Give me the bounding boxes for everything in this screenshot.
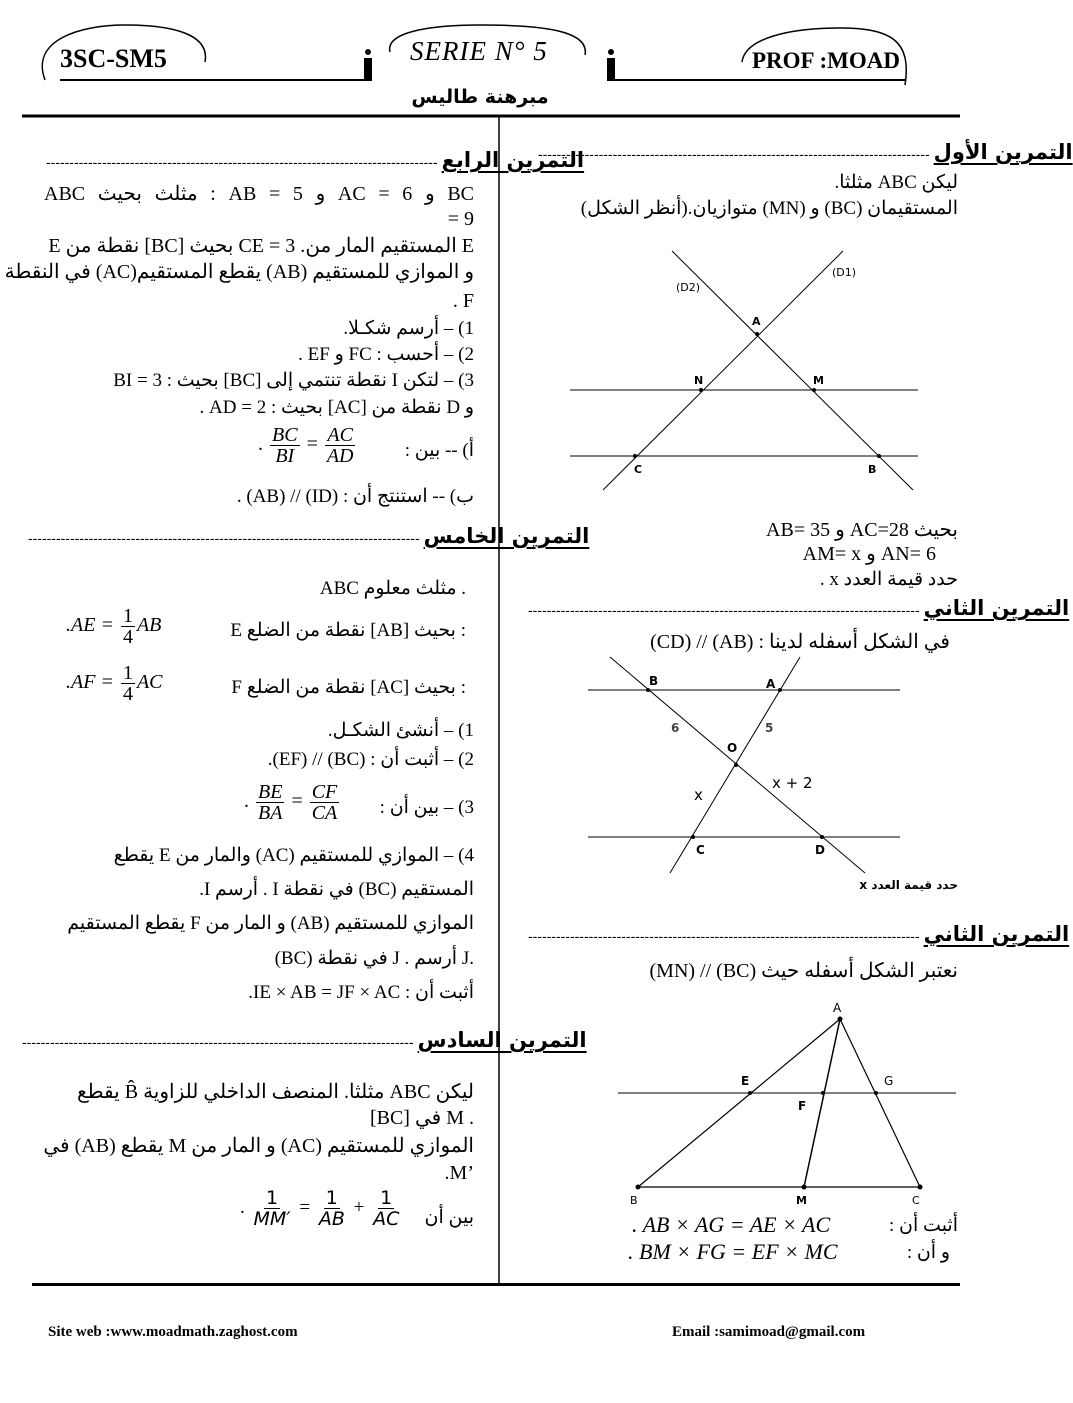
title-dashes: ------------------------------------------------------------------------------------ [46,154,438,170]
label-C: C [696,843,705,857]
exercise4-part-a-label: أ) -- بين : [404,440,474,461]
label-A: A [752,315,761,328]
exercise4-line: E نقطة من [BC] بحيث CE = 3 .المستقيم المار من E [48,235,474,257]
label-five: 5 [765,721,774,735]
exercise5-q4-line: 4) – الموازي للمستقيم (AC) والمار من E يقطع [113,845,474,866]
exercise4-line: ABC مثلث بحيث : AB = 5 و AC = 6 و BC [44,183,475,205]
exercise4-title: التمرين الرابع [441,148,585,172]
exercise3-intro: نعتبر الشكل أسفله حيث (BC) // (MN) [649,960,958,982]
label-B: B [649,674,659,688]
title-dashes: ------------------------------------------------------------------------------------ [528,602,920,618]
exercise1 [538,140,1073,164]
exercise3-prove1-expr: . AB × AG = AE × AC [632,1212,831,1237]
exercise5-q4-line: الموازي للمستقيم (AB) و المار من F يقطع المستقيم [67,913,474,934]
footer-site-link[interactable]: Site web :www.moadmath.zaghost.com [48,1324,298,1340]
exercise5-q4-line: (BC) في نقطة J . أرسم J. [274,948,474,969]
class-label: 3SC-SM5 [60,44,167,73]
fraction: $\frac{CF}{CA}$ [311,781,338,824]
exercise4-part-b: ب) -- استنتج أن : (ID) // (AB) . [236,486,474,507]
exercise3-prove2-label: و أن : [906,1242,950,1263]
exercise1-figure [540,245,960,505]
exercise5-q3-expr: . $\frac{BE}{BA}$ = $\frac{CF}{CA}$ [244,781,338,824]
label-N: N [694,374,704,387]
label-O: O [727,741,738,755]
label-D1: (D1) [832,266,857,279]
fraction: $\frac{BC}{BI}$ [272,424,298,467]
title-dashes: ------------------------------------------------------------------------------------ [528,928,920,944]
exercise4-line: = 9 [447,208,474,230]
exercise4-q2: 2) – أحسب : FC و EF . [298,344,474,365]
label-B: B [630,1194,638,1207]
exercise6-line: الموازي للمستقيم (AC) و المار من M يقطع (AB) في [43,1135,474,1157]
exercise3-prove1-label: أثبت أن : [889,1215,958,1236]
label-D2: (D2) [676,281,701,294]
label-M: M [796,1194,807,1207]
line-D1 [603,251,843,490]
label-A: A [766,677,776,691]
exercise6 [22,1028,587,1052]
footer-email-link[interactable]: Email :samimoad@gmail.com [672,1324,866,1340]
fraction: $\frac{AC}{AD}$ [326,424,354,467]
label-xplus2: x + 2 [772,774,813,792]
fraction: $\frac{1}{MM'}$ [253,1187,291,1230]
exercise2-figure [570,650,970,880]
exercise5-line3-expr: .AF = $\frac{1}{4}$ AC [66,662,163,705]
bottle-icon [364,49,372,81]
label-M: M [813,374,824,387]
exercise6-line: [BC] في M . [369,1107,474,1129]
line-D2 [672,251,913,490]
exercise5-title: التمرين الخامس [423,524,590,548]
fraction: $\frac{1}{4}$ [122,605,133,648]
fraction: $\frac{BE}{BA}$ [258,781,283,824]
exercise4 [46,148,585,172]
exercise5-line2-expr: .AE = $\frac{1}{4}$ AB [66,605,162,648]
exercise5-q4-line: المستقيم (BC) في نقطة I . أرسم I. [199,879,474,900]
exercise1-title: التمرين الأول [933,140,1073,164]
exercise5-q4-line: أثبت أن : IE × AB = JF × AC. [248,982,474,1003]
exercise5-q3-label: 3) – بين أن : [379,797,474,818]
exercise2 [528,596,1070,620]
fraction: $\frac{1}{AB}$ [318,1187,345,1230]
exercise3-title: التمرين الثاني [923,922,1070,946]
label-six: 6 [671,721,680,735]
exercise6-prove-expr: . $\frac{1}{MM'}$ = $\frac{1}{AB}$ + $\frac{1}{AC}$ [240,1187,400,1230]
exercise4-part-a-expr: . $\frac{BC}{BI}$ = $\frac{AC}{AD}$ [258,424,354,467]
exercise4-q1: 1) – أرسم شكـلا. [343,318,474,339]
exercise4-line: و الموازي للمستقيم (AB) يقطع المستقيم(AC) في النقطة [4,261,474,283]
exercise2-intro: في الشكل أسفله لدينا : (AB) // (CD) [650,631,950,653]
exercise3-prove2-expr: . BM × FG = EF × MC [628,1239,838,1264]
page-subtitle: مبرهنة طاليس [411,86,549,108]
exercise4-q3: 3) – لتكن I نقطة تنتمي إلى [BC] بحيث : BI = 3 [113,370,474,391]
exercise3-figure [600,995,970,1210]
label-B: B [868,463,877,476]
exercise6-line: ليكن ABC مثلثا. المنصف الداخلي للزاوية B̂ يقطع [76,1081,474,1103]
series-label: SERIE N° 5 [410,36,548,66]
fraction: $\frac{1}{4}$ [122,662,133,705]
exercise5 [28,524,590,548]
exercise5-line3: F نقطة من الضلع [AC] بحيث : [231,677,466,698]
exercise6-line: .M’ [444,1162,474,1184]
exercise1-line: المستقيمان (BC) و (MN) متوازيان.(أنظر الشكل) [580,198,958,219]
exercise2-title: التمرين الثاني [923,596,1070,620]
exercise3 [528,922,1070,946]
title-dashes: ------------------------------------------------------------------------------------ [28,530,420,546]
exercise5-q2: 2) – أثبت أن : (BC) // (EF). [267,749,474,770]
exercise6-title: التمرين السادس [417,1028,587,1052]
exercise1-question: حدد قيمة العدد x . [819,569,958,590]
fraction: $\frac{1}{AC}$ [373,1187,400,1230]
exercise1-given: بحيث AC=28 و AB= 35 [766,519,958,541]
title-dashes: ------------------------------------------------------------------------------------ [538,146,930,162]
label-G: G [884,1074,894,1088]
label-D: D [815,843,825,857]
exercise4-q3-line2: و D نقطة من [AC] بحيث : AD = 2 . [199,397,474,418]
label-A: A [833,1001,842,1015]
exercise5-line2: E نقطة من الضلع [AB] بحيث : [230,620,466,641]
footer-rule [32,1283,960,1286]
exercise5-line1: ABC مثلث معلوم . [319,578,466,599]
label-E: E [741,1074,750,1088]
segment-AC [840,1019,920,1187]
label-C: C [634,463,643,476]
exercise5-q1: 1) – أنشئ الشكـل. [327,720,474,741]
exercise2-question: حدد قيمة العدد x [859,878,958,892]
exercise4-line: . F [452,290,474,312]
title-dashes: ------------------------------------------------------------------------------------ [22,1034,414,1050]
exercise6-prove-label: بين أن [424,1207,474,1228]
bottle-icon [607,49,615,81]
label-C: C [912,1194,920,1207]
label-F: F [798,1099,807,1113]
exercise1-given: AM= x و AN= 6 [802,543,936,565]
exercise1-line: ليكن ABC مثلثا. [834,172,958,193]
prof-label: PROF :MOAD [752,48,900,73]
label-x: x [694,786,703,804]
